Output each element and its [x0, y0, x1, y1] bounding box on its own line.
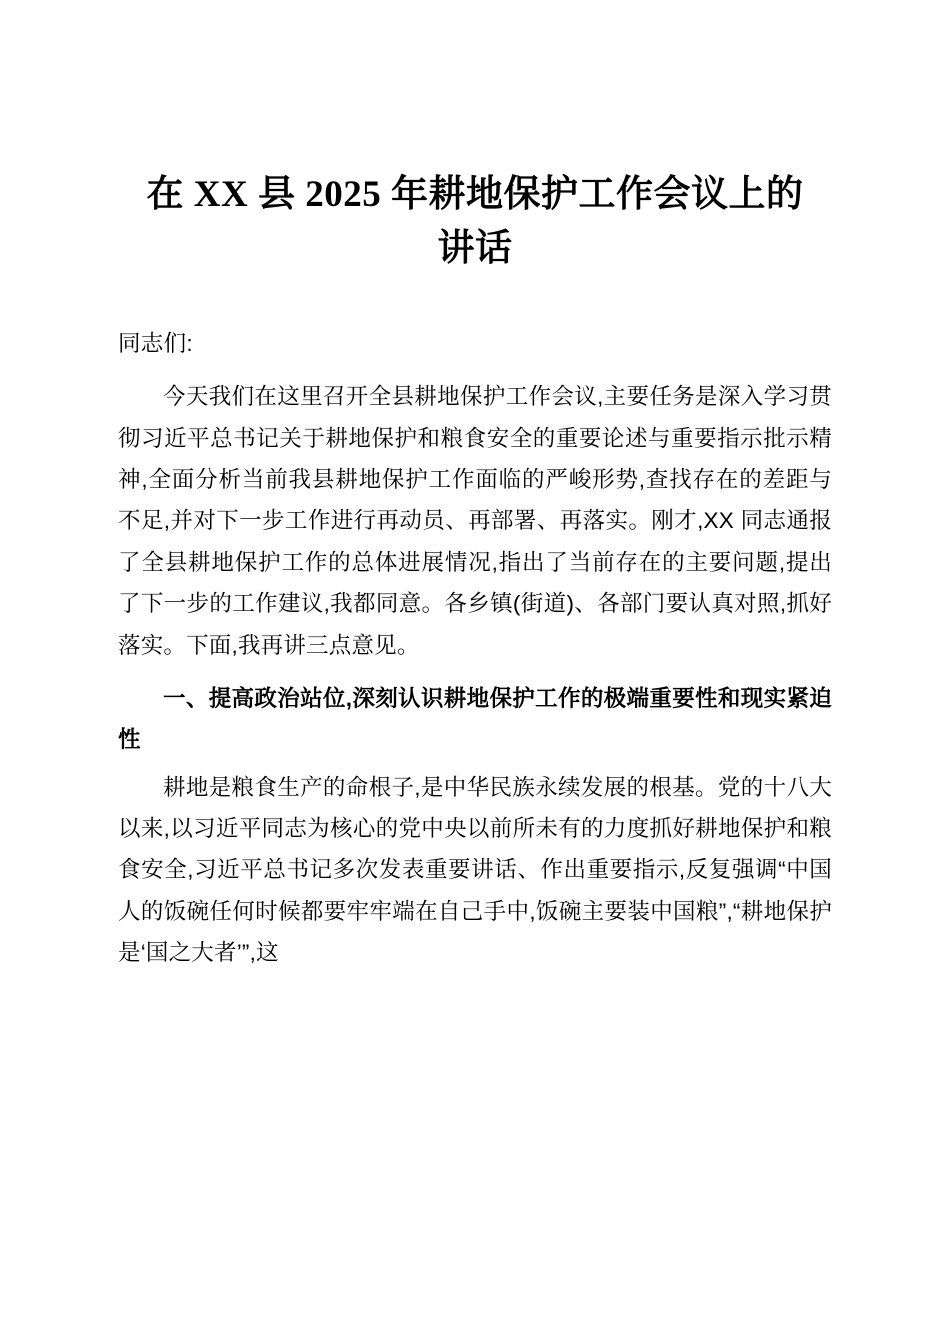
paragraph-section-one-body: 耕地是粮食生产的命根子,是中华民族永续发展的根基。党的十八大以来,以习近平同志为核心的党中央以前所未有的力度抓好耕地保护和粮食安全,习近平总书记多次发表重要讲话、作出重要指示,反复强调“中国人的饭碗任何时候都要牢牢端在自己手中,饭碗主要装中国粮”,“耕地保护是‘国之大者’”,这	[118, 774, 832, 966]
paragraph-opening: 今天我们在这里召开全县耕地保护工作会议,主要任务是深入学习贯彻习近平总书记关于耕地保护和粮食安全的重要论述与重要指示批示精神,全面分析当前我县耕地保护工作面临的严峻形势,查找存在的差距与不足,并对下一步工作进行再动员、再部署、再落实。刚才,XX 同志通报了全县耕地保护工作的总体进展情况,指出了当前存在的主要问题,提出了下一步的工作建议,我都同意。各乡镇(街道)、各部门要认真对照,抓好落实。下面,我再讲三点意见。	[118, 384, 832, 658]
section-heading-one: 一、提高政治站位,深刻认识耕地保护工作的极端重要性和现实紧迫性	[118, 685, 832, 753]
page-title: 在 XX 县 2025 年耕地保护工作会议上的讲话	[146, 174, 804, 269]
salutation: 同志们:	[118, 331, 193, 357]
